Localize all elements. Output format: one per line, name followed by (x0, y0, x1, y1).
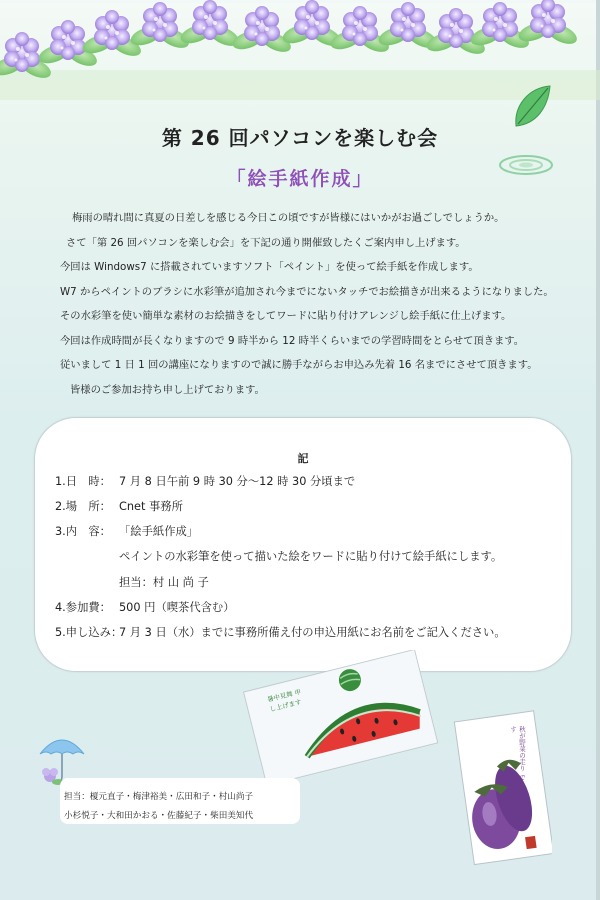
eggplant-card-caption: 秋が野菜の走り です (509, 726, 526, 781)
intro-line: その水彩筆を使い簡単な素材のお絵描きをしてワードに貼り付けアレンジし絵手紙に仕上げます。 (60, 310, 512, 322)
intro-line: 従いまして 1 日 1 回の講座になりますので誠に勝手ながらお申込み先着 16 名までにさせて頂きます。 (60, 359, 538, 371)
watermelon-postcard-caption: 暑中見舞 申し上げます (266, 687, 303, 714)
notice-row-fee (55, 599, 235, 615)
intro-line: W7 からペイントのブラシに水彩筆が追加され今までにないタッチでお絵描きが出来るようになりました。 (60, 285, 554, 298)
staff-line: 担当：榎元直子・梅津裕美・広田和子・村山尚子 (64, 792, 254, 802)
intro-line: 梅雨の晴れ間に真夏の日差しを感じる今日この頃ですが皆様にはいかがお過ごしでしょうか。 (72, 212, 505, 224)
notice-row-date (55, 473, 355, 489)
intro-line: 皆様のご参加お持ち申し上げております。 (70, 383, 265, 396)
notice-heading: 記 (297, 452, 309, 465)
content-value: 「絵手紙作成」 (119, 525, 199, 538)
intro-line: 今回は作成時間が長くなりますので 9 時半から 12 時半くらいまでの学習時間をとらせて頂きます。 (60, 334, 525, 347)
content-detail: ペイントの水彩筆を使って描いた絵をワードに貼り付けて絵手紙にします。 (119, 550, 503, 563)
notice-box (34, 417, 572, 672)
intro-line: さて「第 26 回パソコンを楽しむ会」を下記の通り開催致したくご案内申し上げます。 (66, 236, 466, 249)
notice-row-content (55, 523, 198, 539)
date-value: 7 月 8 日午前 9 時 30 分～12 時 30 分頃まで (119, 475, 356, 488)
watermelon-postcard-image (228, 650, 448, 780)
page-subtitle: 「絵手紙作成」 (226, 168, 374, 190)
apply-value: 7 月 3 日（水）までに事務所備え付の申込用紙にお名前をご記入ください。 (119, 626, 506, 639)
intro-line: 今回は Windows7 に搭載されていますソフト「ペイント」を使って絵手紙を作成します。 (60, 261, 479, 273)
eggplant-card-image (452, 708, 552, 868)
staff-line: 小杉悦子・大和田かおる・佐藤紀子・柴田美知代 (64, 811, 254, 821)
date-label: 1.日 時： (55, 475, 111, 488)
notice-row-place (55, 498, 183, 514)
notice-row-apply (55, 624, 506, 640)
fee-value: 500 円（喫茶代含む） (119, 601, 235, 614)
intro-text (60, 206, 580, 402)
page-title: 第 26 回パソコンを楽しむ会 (161, 126, 439, 150)
place-label: 2.場 所： (55, 500, 111, 513)
staff-list (64, 788, 304, 826)
instructor: 担当：村 山 尚 子 (119, 576, 209, 589)
content-label: 3.内 容： (55, 525, 111, 538)
apply-label: 5.申し込み： (55, 626, 123, 639)
place-value: Cnet 事務所 (119, 500, 183, 513)
fee-label: 4.参加費： (55, 601, 111, 614)
